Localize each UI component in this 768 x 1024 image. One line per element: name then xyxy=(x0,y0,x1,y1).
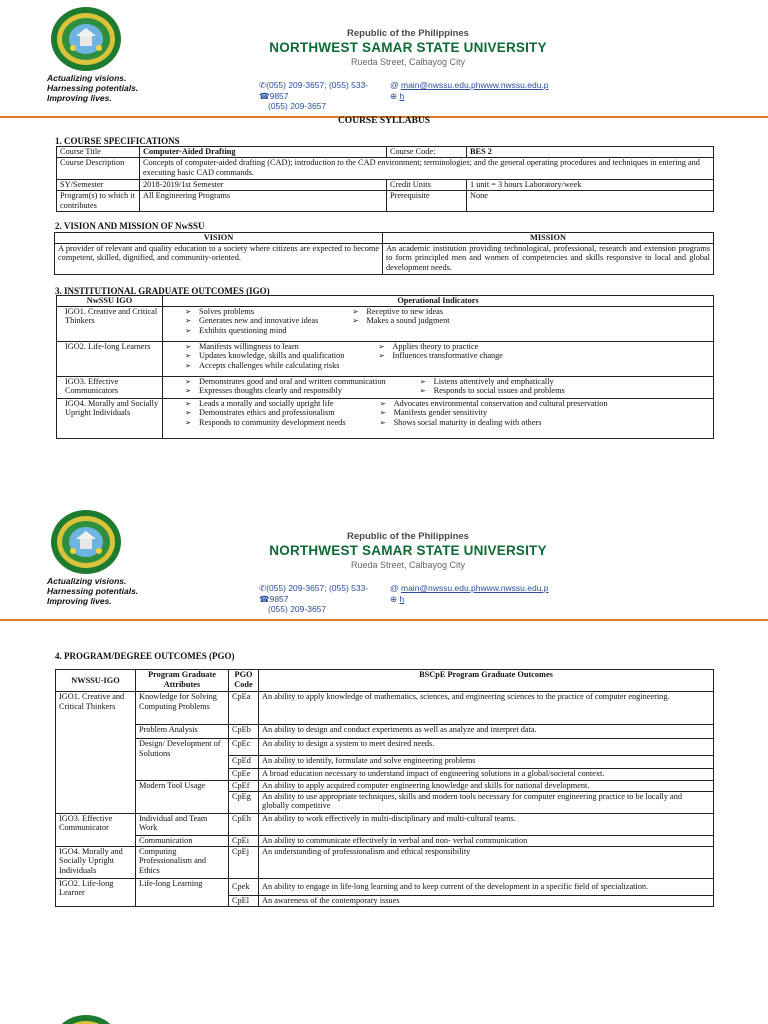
course-code-value: BES 2 xyxy=(467,147,714,158)
graduate-attribute: Communication xyxy=(136,835,229,846)
graduate-attribute: Knowledge for Solving Computing Problems xyxy=(136,692,229,725)
pgo-code: CpEl xyxy=(229,895,259,906)
email-icon: @ xyxy=(390,583,401,593)
fax-icon: ☎ xyxy=(259,593,270,604)
website-link[interactable]: h xyxy=(399,593,405,604)
course-description-label: Course Description xyxy=(57,158,140,180)
programs-label: Program(s) to which it contributes xyxy=(57,191,140,212)
university-seal-icon xyxy=(50,6,122,72)
igo-name: IGO2. Life-long Learner xyxy=(56,878,136,906)
indicators-column-header: Operational Indicators xyxy=(163,296,714,307)
prerequisite-value: None xyxy=(467,191,714,212)
email-icon: @ xyxy=(390,80,401,90)
republic-label: Republic of the Philippines xyxy=(347,28,469,39)
table-row xyxy=(56,739,714,756)
pgo-code: CpEe xyxy=(229,769,259,781)
pgo-code: CpEc xyxy=(229,739,259,756)
pgo-outcome: An ability to apply knowledge of mathematics, sciences, and engineering sciences to the practice of computer engineering. xyxy=(259,692,714,725)
table-row xyxy=(56,781,714,792)
table-row xyxy=(56,692,714,725)
phone-contacts: ✆(055) 209-3657; (055) 533- ☎9857 (055) 209-3657 xyxy=(259,80,369,111)
credit-units-label: Credit Units xyxy=(387,180,467,191)
fax-icon: ☎ xyxy=(259,90,270,101)
email-link[interactable]: main@nwssu.edu.phwww.nwssu.edu.p xyxy=(401,583,549,593)
letterhead xyxy=(0,503,768,623)
course-title-value: Computer-Aided Drafting xyxy=(140,147,387,158)
igo-table xyxy=(56,295,714,439)
pgo-code: CpEa xyxy=(229,692,259,725)
graduate-attribute: Computing Professionalism and Ethics xyxy=(136,846,229,878)
pgo-code: CpEj xyxy=(229,846,259,878)
pgo-code: Cpek xyxy=(229,878,259,895)
pgo-code: CpEh xyxy=(229,813,259,835)
university-seal-icon xyxy=(50,509,122,575)
section-3-heading: 3. INSTITUTIONAL GRADUATE OUTCOMES (IGO) xyxy=(55,286,270,296)
pgo-outcome: A broad education necessary to understand impact of engineering solutions in a global/societal context. xyxy=(259,769,714,781)
section-2-heading: 2. VISION AND MISSION OF NwSSU xyxy=(55,221,205,231)
pgo-outcome: An ability to use appropriate techniques, skills and modern tools necessary for computer engineering practice to be locally and globally competitive xyxy=(259,791,714,813)
pgo-code: CpEi xyxy=(229,835,259,846)
table-row xyxy=(56,725,714,739)
republic-label: Republic of the Philippines xyxy=(347,531,469,542)
igo-name: IGO1. Creative and Critical Thinkers xyxy=(56,692,136,814)
course-description-value: Concepts of computer-aided drafting (CAD); introduction to the CAD environment; terminologies; and the general operating procedures and techniques in entering and executing basic CAD commands. xyxy=(140,158,714,180)
table-row: IGO4. Morally and Socially Upright Individuals ➢ Leads a morally and socially upright life ➢ Demonstrates ethics and professionalism ➢ Responds to community development needs ➢ Advocates environmental conservation and cultural preservation ➢ Manifests gender sensitivity ➢ Shows social maturity in dealing with others xyxy=(57,398,714,438)
pgo-outcome: An ability to identify, formulate and solve engineering problems xyxy=(259,756,714,769)
pgo-outcome: An ability to communicate effectively in verbal and non- verbal communication xyxy=(259,835,714,846)
pgo-outcome: An awareness of the contemporary issues xyxy=(259,895,714,906)
phone-icon: ✆ xyxy=(259,80,267,90)
course-specifications-table xyxy=(56,146,714,212)
globe-icon: ⊕ xyxy=(390,90,400,101)
university-name: NORTHWEST SAMAR STATE UNIVERSITY xyxy=(269,40,547,55)
mission-header: MISSION xyxy=(383,233,714,244)
semester-label: SY/Semester xyxy=(57,180,140,191)
email-link[interactable]: main@nwssu.edu.phwww.nwssu.edu.p xyxy=(401,80,549,90)
vision-header: VISION xyxy=(55,233,383,244)
web-contacts xyxy=(390,583,560,604)
table-row: IGO2. Life-long Learners ➢ Manifests willingness to learn ➢ Updates knowledge, skills and qualification ➢ Accepts challenges while calculating risks ➢ Applies theory to practice ➢ Influences transformative change xyxy=(57,341,714,376)
table-row: IGO3. Effective Communicators ➢ Demonstrates good and oral and written communication ➢ Expresses thoughts clearly and responsibly ➢ Listens attentively and emphatically ➢ Responds to social issues and problems xyxy=(57,376,714,398)
table-row xyxy=(56,813,714,835)
pgo-outcome: An ability to design a system to meet desired needs. xyxy=(259,739,714,756)
graduate-attribute: Life-long Learning xyxy=(136,878,229,906)
igo-name: IGO3. Effective Communicators xyxy=(57,376,163,398)
igo-name: IGO1. Creative and Critical Thinkers xyxy=(57,306,163,341)
igo-name: IGO2. Life-long Learners xyxy=(57,341,163,376)
igo-column-header: NwSSU IGO xyxy=(57,296,163,307)
semester-value: 2018-2019/1st Semester xyxy=(140,180,387,191)
course-code-label: Course Code: xyxy=(387,147,467,158)
website-link[interactable]: h xyxy=(399,90,405,101)
pgo-code: CpEb xyxy=(229,725,259,739)
phone-icon: ✆ xyxy=(259,583,267,593)
web-contacts xyxy=(390,80,560,101)
course-title-label: Course Title xyxy=(57,147,140,158)
programs-value: All Engineering Programs xyxy=(140,191,387,212)
table-row xyxy=(56,878,714,895)
vision-mission-table xyxy=(54,232,714,275)
pgo-outcome: An ability to apply acquired computer engineering knowledge and skills for national development. xyxy=(259,781,714,792)
graduate-attribute: Problem Analysis xyxy=(136,725,229,739)
pgo-code: CpEd xyxy=(229,756,259,769)
igo-name: IGO4. Morally and Socially Upright Individuals xyxy=(56,846,136,878)
graduate-attribute: Design/ Development of Solutions xyxy=(136,739,229,781)
header-divider xyxy=(0,619,768,621)
syllabus-title: COURSE SYLLABUS xyxy=(337,116,431,126)
pgo-code: CpEf xyxy=(229,781,259,792)
letterhead xyxy=(0,0,768,120)
prerequisite-label: Prerequisite xyxy=(387,191,467,212)
pgo-outcome: An ability to design and conduct experiments as well as analyze and interpret data. xyxy=(259,725,714,739)
globe-icon: ⊕ xyxy=(390,593,400,604)
section-1-heading: 1. COURSE SPECIFICATIONS xyxy=(55,136,180,146)
credit-units-value: 1 unit = 3 hours Laboratory/week xyxy=(467,180,714,191)
university-name: NORTHWEST SAMAR STATE UNIVERSITY xyxy=(269,543,547,558)
university-seal-icon xyxy=(50,1014,122,1024)
pgo-outcome: An understanding of professionalism and ethical responsibility xyxy=(259,846,714,878)
mission-text: An academic institution providing technological, professional, research and extension programs to form principled men and women of competencies and skills responsive to local and global development needs. xyxy=(383,243,714,274)
attributes-column-header: Program Graduate Attributes xyxy=(136,670,229,692)
table-row xyxy=(56,846,714,878)
university-address: Rueda Street, Calbayog City xyxy=(350,560,466,570)
igo-column-header: NWSSU-IGO xyxy=(56,670,136,692)
table-row xyxy=(56,835,714,846)
igo-name: IGO4. Morally and Socially Upright Individuals xyxy=(57,398,163,438)
pgo-code: CpEg xyxy=(229,791,259,813)
university-address: Rueda Street, Calbayog City xyxy=(350,57,466,67)
section-4-heading: 4. PROGRAM/DEGREE OUTCOMES (PGO) xyxy=(55,651,235,661)
outcomes-column-header: BSCpE Program Graduate Outcomes xyxy=(259,670,714,692)
tagline: Actualizing visions. Harnessing potentials. Improving lives. xyxy=(47,73,139,103)
pgo-table xyxy=(55,669,714,907)
phone-contacts: ✆(055) 209-3657; (055) 533- ☎9857 (055) 209-3657 xyxy=(259,583,369,614)
vision-text: A provider of relevant and quality education to a society where citizens are expected to become competent, skilled, dignified, and community-oriented. xyxy=(55,243,383,274)
pgo-outcome: An ability to work effectively in multi-disciplinary and multi-cultural teams. xyxy=(259,813,714,835)
pgo-outcome: An ability to engage in life-long learning and to keep current of the development in a specific field of specialization. xyxy=(259,878,714,895)
igo-name: IGO3. Effective Communicator xyxy=(56,813,136,846)
table-row: IGO1. Creative and Critical Thinkers ➢ Solves problems ➢ Generates new and innovative ideas ➢ Exhibits questioning mind ➢ Receptive to new ideas ➢ Makes a sound judgment xyxy=(57,306,714,341)
pgo-code-column-header: PGO Code xyxy=(229,670,259,692)
graduate-attribute: Individual and Team Work xyxy=(136,813,229,835)
tagline: Actualizing visions. Harnessing potentials. Improving lives. xyxy=(47,576,139,606)
graduate-attribute: Modern Tool Usage xyxy=(136,781,229,814)
